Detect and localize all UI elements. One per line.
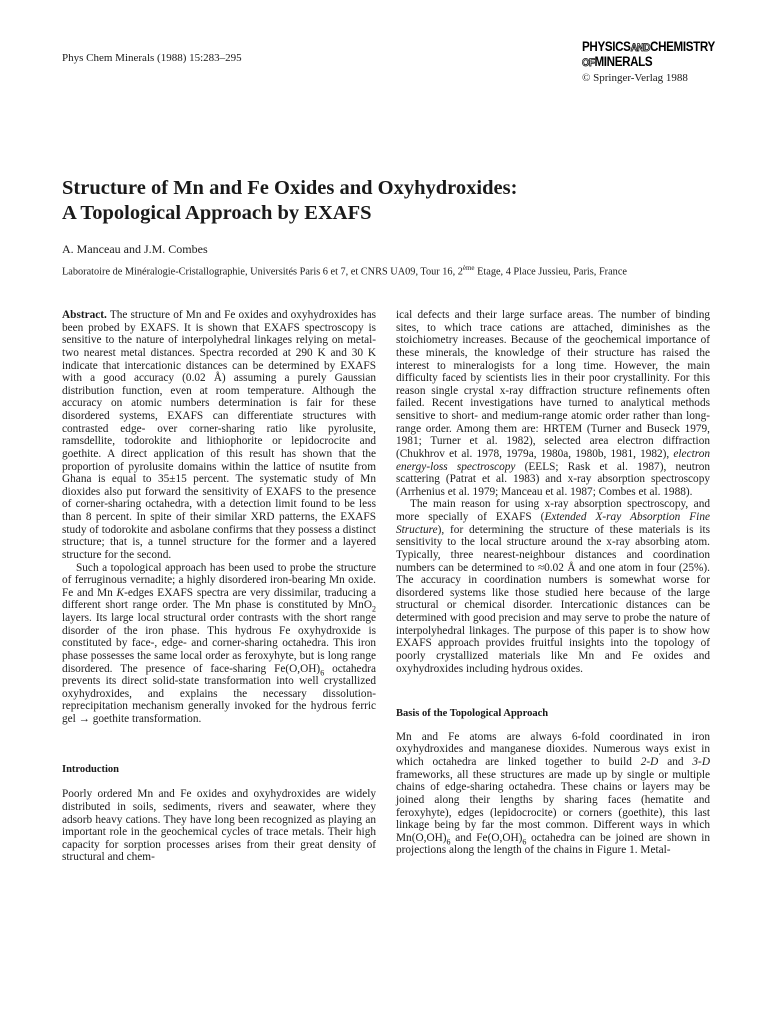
journal-logo: PHYSICSANDCHEMISTRY OFMINERALS	[582, 39, 715, 69]
title-line-2: A Topological Approach by EXAFS	[62, 202, 372, 224]
abstract-paragraph-1: Abstract. The structure of Mn and Fe oxides and oxyhydroxides has been probed by EXAFS. It is shown that EXAFS spectroscopy is sensitive to the nature of interpolyhedral linkages relying on metal-two nearest metal distances. Spectra recorded at 290 K and 30 K indicate that intercationic distances can be determined by EXAFS with a good accuracy (0.02 Å) assuming a purely Gaussian distribution function, even at room temperature. Although the accuracy on atomic numbers determination is fair for these disordered systems, EXAFS can differentiate structures with contrasted edge- over corner-sharing ratio like pyrolusite, ramsdellite, todorokite and lithiophorite or lepidocrocite and goethite. A direct application of this result has shown that the proportion of pyrolusite domains within the lattice of nsutite from Ghana is equal to 35±15 percent. The systematic study of Mn dioxides also put forward the sensitivity of EXAFS to the presence of corner-sharing octahedra, with a detection limit found to be less than 8 percent. In spite of their similar XRD patterns, the EXAFS study of todorokite and asbolane confirms that they possess a distinct structure; that is, a tunnel structure for the former and a layered structure for the second.	[62, 309, 376, 561]
title-line-1: Structure of Mn and Fe Oxides and Oxyhydroxides:	[62, 177, 518, 199]
introduction-paragraph-2: The main reason for using x-ray absorption spectroscopy, and more specially of EXAFS (Extended X-ray Absorption Fine Structure), for determining the structure of these materials is its sensitivity to the local structure around the x-ray absorbing atom. Typically, three nearest-neighbour distances and coordination numbers can be determined to ≈0.02 Å and one atom in four (25%). The accuracy in coordination numbers is somewhat worse for disordered systems like those studied here because of the large structural or chemical disorder. Intercationic distances can be determined with good precision and may serve to probe the nature of interpolyhedral linkages. The purpose of this paper is to show how EXAFS approach provides fruitful insights into the topology of poorly crystallized materials like Mn and Fe oxides and oxyhydroxides including hydrous oxides.	[396, 498, 710, 675]
abstract-paragraph-2: Such a topological approach has been used to probe the structure of ferruginous vernadite; a highly disordered iron-bearing Mn oxide. Fe and Mn K-edges EXAFS spectra are very dissimilar, traducing a different short range order. The Mn phase is constituted by MnO$_2$ layers. Its large local structural order contrasts with the short range disorder of the iron phase. This hydrous Fe oxyhydroxide is constituted by face-, edge- and corner-sharing octahedra. This iron phase possesses the same local order as feroxyhyte, but is long range disordered. The presence of face-sharing $Fe(O,OH)_6$ octahedra prevents its direct solid-state transformation into well crystallized oxyhydroxides, and explains the necessary dissolution-reprecipitation mechanism generally invoked for the hydrous ferric gel → goethite transformation.	[62, 561, 376, 725]
introduction-heading: Introduction	[62, 763, 119, 775]
journal-masthead	[582, 39, 715, 84]
basis-heading: Basis of the Topological Approach	[396, 708, 549, 720]
basis-paragraph-1: Mn and Fe atoms are always 6-fold coordinated in iron oxyhydroxides and manganese dioxides. Numerous ways exist in which octahedra are linked together to build 2-D and 3-D frameworks, all these structures are made up by single or multiple chains of edge-sharing octahedra. These chains or layers may be joined along their lengths by sharing faces (hematite and feroxyhyte), edges (lepidocrocite) or corners (goethite), this last linkage being by far the most common. Different ways in which $Mn(O,OH)_6$ and $Fe(O,OH)_6$ octahedra can be joined are shown in projections along the length of the chains in Figure 1. Metal-	[396, 730, 710, 857]
introduction-paragraph-1-cont: ical defects and their large surface areas. The number of binding sites, to which trace cations are attached, diminishes as the stoichiometry increases. Because of the geochemical importance of these minerals, the knowledge of their structure has raised the interest to mineralogists for a long time. However, the main difficulty faced by scientists lies in their poor crystallinity. For this reason single crystal x-ray diffraction structure refinements often failed. Recent investigations have turned to analytical methods sensitive to short- and medium-range atomic order rather than long-range order. Among them are: HRTEM (Turner and Buseck 1979, 1981; Turner et al. 1982), selected area electron diffraction (Chukhrov et al. 1978, 1979a, 1980a, 1980b, 1981, 1982), electron energy-loss spectroscopy (EELS; Rask et al. 1987), neutron scattering (Patrat et al. 1983) and x-ray absorption spectroscopy (Arrhenius et al. 1979; Manceau et al. 1987; Combes et al. 1988).	[396, 309, 710, 498]
right-column	[396, 309, 710, 857]
article-title	[62, 176, 712, 226]
copyright-notice: © Springer-Verlag 1988	[582, 72, 688, 84]
affiliation: Laboratoire de Minéralogie-Cristallographie, Universités Paris 6 et 7, et CNRS UA09, Tour 16, 2ème Etage, 4 Place Jussieu, Paris, France	[62, 264, 627, 278]
introduction-paragraph-1-start: Poorly ordered Mn and Fe oxides and oxyhydroxides are widely distributed in soils, sediments, rivers and seawater, where they adsorb heavy cations. They have long been recognized as playing an important role in the geochemical cycles of trace metals. Their high capacity for sorption processes arises from their great density of structural and chem-	[62, 788, 376, 864]
journal-reference: Phys Chem Minerals (1988) 15:283–295	[62, 52, 242, 64]
left-column	[62, 309, 376, 864]
authors: A. Manceau and J.M. Combes	[62, 242, 208, 256]
abstract-label: Abstract.	[62, 309, 107, 321]
